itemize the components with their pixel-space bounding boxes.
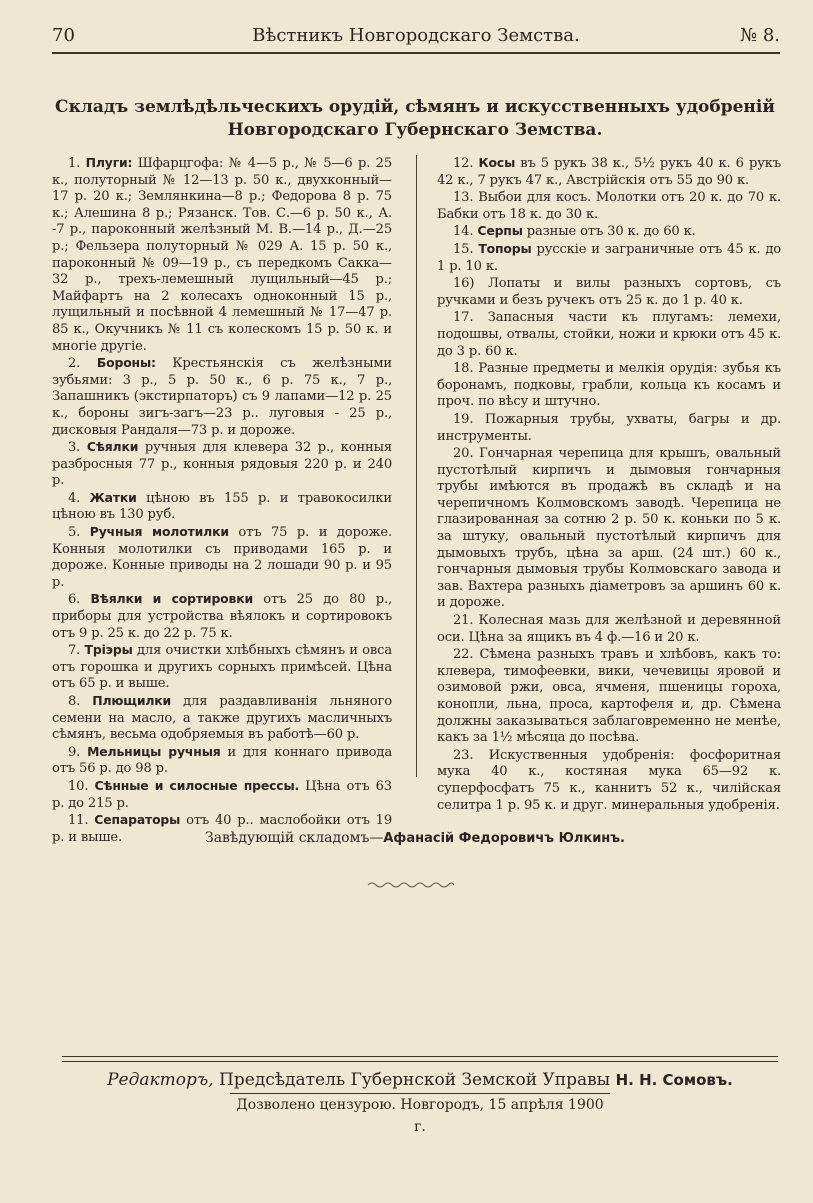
list-item: 15. Топоры русскіе и заграничные отъ 45 к. до 1 р. 10 к. (437, 240, 781, 274)
warehouse-manager-signature: Завѣдующій складомъ—Афанасій Федоровичъ Юлкинъ. (204, 830, 625, 846)
list-item: 1. Плуги: Шфарцгофа: № 4—5 р., № 5—6 р. 25 к., полуторный № 12—13 р. 50 к., двухконный—17 р. 20 к.; Землянкина—8 р.; Федорова 8 р. 75 к.; Алешина 8 р.; Рязанск. Тов. С.—6 р. 50 к., А. -7 р., пароконный желѣзный М. В.—14 р., Д.—25 р.; Фельзера полуторный № 029 А. 15 р. 50 к., пароконный № 09—19 р., съ передкомъ Сакка—32 р., трехъ-лемешный лущильный—45 р.; Майфартъ на 2 колесахъ одноконный 15 р., лущильный и посѣвной 4 лемешный № 17—47 р. 85 к., Окучникъ № 11 съ колескомъ 15 р. 50 к. и многіе другіе. (52, 155, 392, 354)
list-item: 16) Лопаты и вилы разныхъ сортовъ, съ ручками и безъ ручекъ отъ 25 к. до 1 р. 40 к. (437, 276, 781, 308)
list-item: 13. Выбои для косъ. Молотки отъ 20 к. до 70 к. Бабки отъ 18 к. до 30 к. (437, 190, 781, 222)
list-item: 14. Серпы разные отъ 30 к. до 60 к. (453, 223, 696, 240)
list-item: 9. Мельницы ручныя и для коннаго привода отъ 56 р. до 98 р. (52, 743, 392, 777)
footer-double-rule (62, 1056, 778, 1062)
list-item: 11. Сепараторы отъ 40 р.. маслобойки отъ 19 р. и выше. (52, 812, 393, 845)
list-item: 5. Ручныя молотилки отъ 75 р. и дороже. Конныя молотилки съ приводами 165 р. и дороже. Конные приводы на 2 лошади 90 р. и 95 р. (52, 524, 392, 590)
left-column (52, 155, 392, 846)
list-item: 18. Разные предметы и мелкія орудія: зубья къ боронамъ, подковы, грабли, кольца къ косамъ и проч. по вѣсу и штучно. (437, 361, 781, 410)
list-item: 19. Пожарныя трубы, ухваты, багры и др. инструменты. (437, 411, 781, 444)
list-item: 6. Вѣялки и сортировки отъ 25 до 80 р., приборы для устройства вѣялокъ и сортировокъ отъ 9 р. 25 к. до 22 р. 75 к. (52, 591, 392, 641)
list-item: 2. Бороны: Крестьянскія съ желѣзными зубьями: 3 р., 5 р. 50 к., 6 р. 75 к., 7 р., Запашникъ (экстирпаторъ) съ 9 лапами—12 р. 25 к., бороны зигъ-загъ—23 р.. луговыя - 25 р., дисковыя Рандаля—73 р. и дороже. (52, 355, 392, 438)
editor-line: Редакторъ, Предсѣдатель Губернской Земской Управы Н. Н. Сомовъ. (107, 1070, 733, 1090)
list-item: 22. Сѣмена разныхъ травъ и хлѣбовъ, какъ то: клевера, тимофеевки, вики, чечевицы яровой и озимовой ржи, овса, ячменя, пшеницы гороха, конопли, льна, проса, картофеля и, др. Сѣмена должны заказываться заблаговременно не менѣе, какъ за 1½ мѣсяца до посѣва. (437, 647, 782, 746)
list-item: 7. Тріэры для очистки хлѣбныхъ сѣмянъ и овса отъ горошка и другихъ сорныхъ примѣсей. Цѣна отъ 65 р. и выше. (52, 642, 392, 692)
journal-title: Вѣстникъ Новгородскаго Земства. (252, 25, 580, 46)
running-header (52, 22, 780, 54)
right-column (437, 155, 781, 814)
column-divider (416, 155, 417, 777)
list-item: 23. Искуственныя удобренія: фосфоритная мука 40 к., костяная мука 65—92 к. суперфосфатъ 75 к., каннитъ 52 к., чилійская селитра 1 р. 95 к. и друг. минеральныя удобренія. (437, 747, 781, 813)
list-item: 20. Гончарная черепица для крышъ, овальный пустотѣлый кирпичъ и дымовыя гончарныя трубы имѣются въ продажѣ въ складѣ и на черепичномъ Колмовскомъ заводѣ. Черепица не глазированная за сотню 2 р. 50 к. коньки по 5 к. за штуку, овальный пустотѣлый кирпичъ для дымовыхъ трубъ, цѣна за арш. (24 шт.) 60 к., гончарныя дымовыя трубы Колмовскаго завода и зав. Вахтера разныхъ діаметровъ за аршинъ 60 к. и дороже. (437, 446, 781, 611)
list-item: 21. Колесная мазь для желѣзной и деревянной оси. Цѣна за ящикъ въ 4 ф.—16 и 20 к. (437, 613, 781, 645)
list-item: 8. Плющилки для раздавливанія льняного семени на масло, а также другихъ масличныхъ сѣмянъ, весьма одобряемыя въ работѣ—60 р. (52, 693, 392, 743)
list-item: 10. Сѣнные и силосные прессы. Цѣна отъ 63 р. до 215 р. (52, 777, 392, 811)
list-item: 4. Жатки цѣною въ 155 р. и травокосилки цѣною въ 130 руб. (52, 489, 392, 523)
manager-name: Афанасій Федоровичъ Юлкинъ. (383, 831, 625, 846)
list-item: 3. Сѣялки ручныя для клевера 32 р., конныя разбросныя 77 р., конныя рядовыя 220 р. и 240 р. (52, 439, 392, 489)
list-item: 17. Запасныя части къ плугамъ: лемехи, подошвы, отвалы, стойки, ножи и крюки отъ 45 к. до 3 р. 60 к. (437, 310, 782, 359)
article-title: Складъ землѣдѣльческихъ орудій, сѣмянъ и искусственныхъ удобреній Новгородскаго Губернскаго Земства. (55, 97, 775, 140)
page-number: 70 (52, 25, 75, 46)
issue-number: № 8. (740, 25, 780, 46)
list-item: 12. Косы въ 5 рукъ 38 к., 5½ рукъ 40 к. 6 рукъ 42 к., 7 рукъ 47 к., Австрійскія отъ 55 до 90 к. (437, 155, 782, 188)
editor-name: Н. Н. Сомовъ. (615, 1071, 733, 1089)
wavy-ornament (366, 880, 456, 890)
censorship-line: Дозволено цензурою. Новгородъ, 15 апрѣля 1900 г. (230, 1093, 610, 1138)
